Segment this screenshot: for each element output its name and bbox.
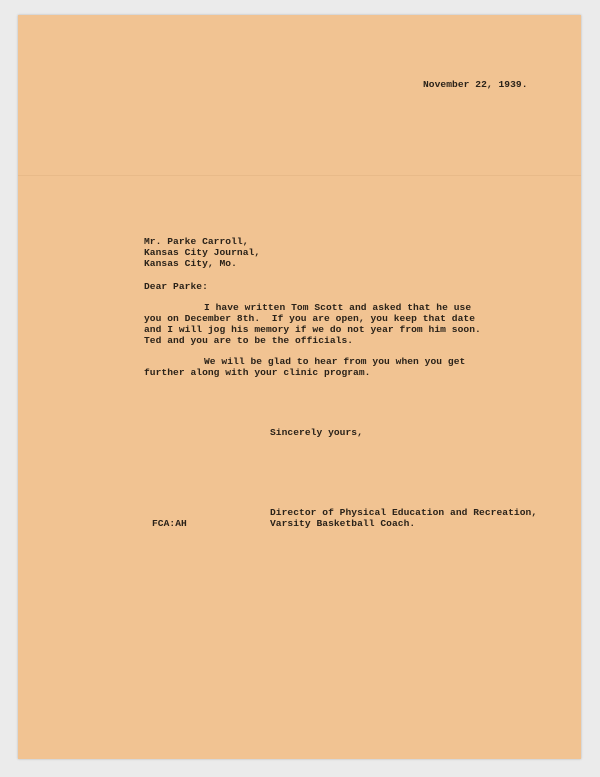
- signature-title-line-2: Varsity Basketball Coach.: [270, 518, 416, 529]
- salutation: Dear Parke:: [144, 281, 208, 292]
- paper-fold-line: [18, 175, 581, 176]
- closing: Sincerely yours,: [270, 427, 363, 438]
- letter-date: November 22, 1939.: [423, 79, 528, 90]
- typist-initials: FCA:AH: [152, 518, 187, 529]
- paragraph-1-line-4: Ted and you are to be the officials.: [144, 335, 354, 346]
- recipient-city: Kansas City, Mo.: [144, 258, 237, 269]
- letter-page: [18, 15, 581, 759]
- paragraph-2-line-1: We will be glad to hear from you when you get: [204, 356, 466, 367]
- recipient-name: Mr. Parke Carroll,: [144, 236, 249, 247]
- paragraph-1-line-2: you on December 8th. If you are open, you keep that date: [144, 313, 476, 324]
- paragraph-2-line-2: further along with your clinic program.: [144, 367, 371, 378]
- recipient-organization: Kansas City Journal,: [144, 247, 261, 258]
- signature-title-line-1: Director of Physical Education and Recreation,: [270, 507, 538, 518]
- paragraph-1-line-1: I have written Tom Scott and asked that he use: [204, 302, 472, 313]
- paragraph-1-line-3: and I will jog his memory if we do not year from him soon.: [144, 324, 481, 335]
